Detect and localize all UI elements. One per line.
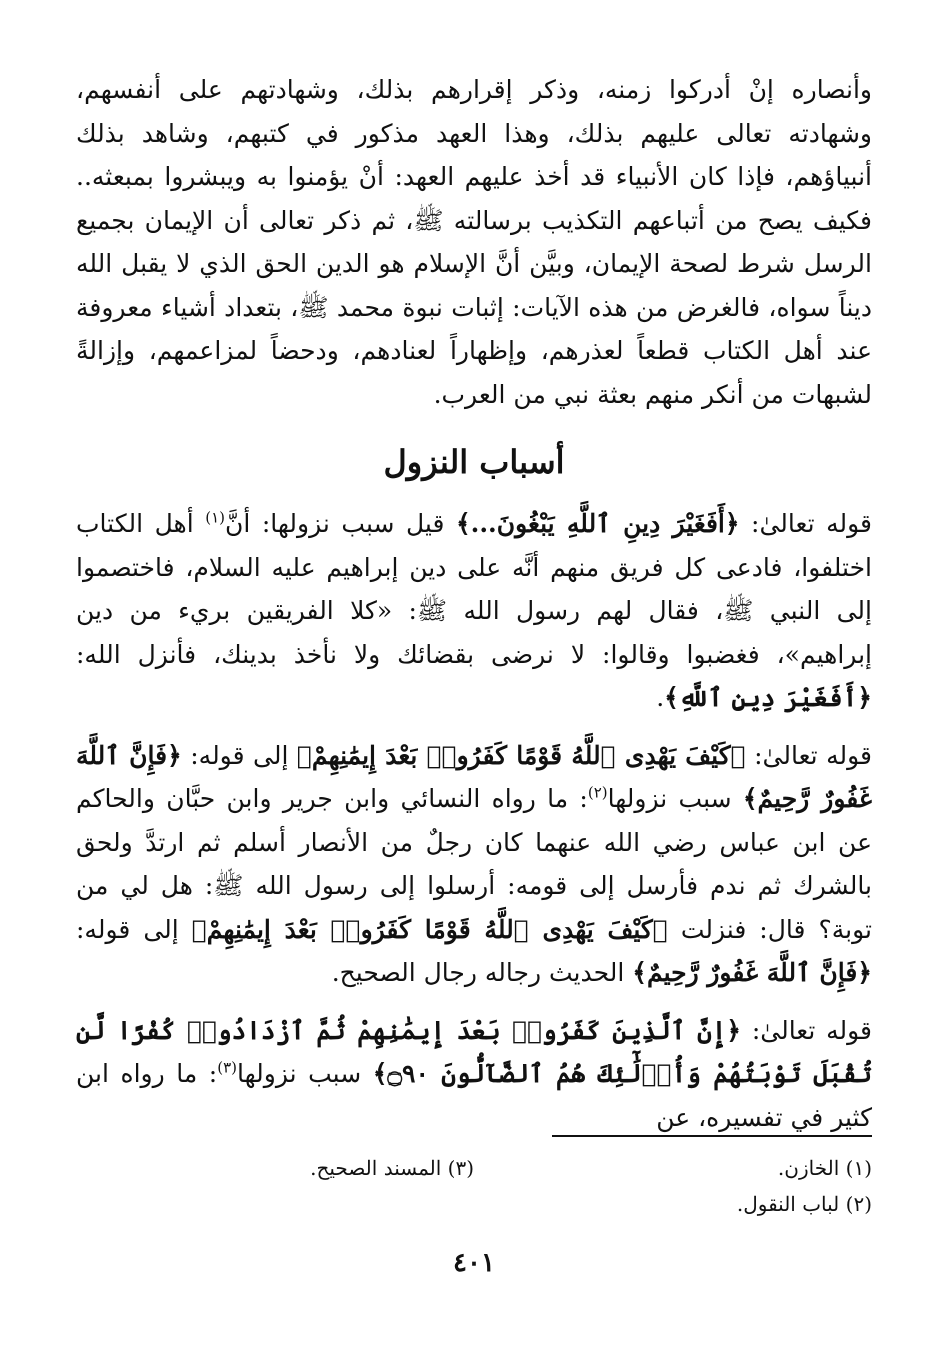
footnote-ref-1: (١) [205, 508, 226, 527]
p2-text-1: إلى قوله: [181, 740, 297, 770]
footnote-separator [552, 1135, 872, 1137]
p1-verse: ﴿أَفَغَيْرَ دِينِ ٱللَّهِ يَبْغُونَ...﴾ [455, 509, 740, 538]
p3-text-2: : ما رواه ابن كثير في تفسيره، عن [76, 1059, 872, 1132]
p2-text-4: إلى قوله: [76, 914, 192, 944]
p3-verse: ﴿إِنَّ ٱلَّذِينَ كَفَرُوا۟ بَعْدَ إِيمَٰنِهِمْ ثُمَّ ٱزْدَادُوا۟ كُفْرًا لَّن تُقْبَلَ تَوْبَتُهُمْ وَأُو۟لَٰٓئِكَ هُمُ ٱلضَّآلُّونَ ۝٩٠﴾ [76, 1015, 873, 1088]
page-number: ٤٠١ [453, 1248, 495, 1278]
intro-paragraph: وأنصاره إنْ أدركوا زمنه، وذكر إقرارهم بذلك، وشهادتهم على أنفسهم، وشهادته تعالى عليهم بذلك، وهذا العهد مذكور في كتبهم، وشاهد بذلك أنبياؤهم، فإذا كان الأنبياء قد أخذ عليهم العهد: أنْ يؤمنوا به ويبشروا بمبعثه.. فكيف يصح من أتباعهم التكذيب برسالته ﷺ، ثم ذكر تعالى أن الإيمان بجميع الرسل شرط لصحة الإيمان، وبيَّن أنَّ الإسلام هو الدين الحق الذي لا يقبل الله ديناً سواه، فالغرض من هذه الآيات: إثبات نبوة محمد ﷺ، بتعداد أشياء معروفة عند أهل الكتاب قطعاً لعذرهم، وإظهاراً لعنادهم، ودحضاً لمزاعمهم، وإزالةً لشبهات من أنكر منهم بعثة نبي من العرب. [76, 75, 872, 409]
footnote-2: (٢) لباب النقول. [736, 1192, 872, 1216]
footnote-ref-3: (٣) [217, 1058, 237, 1077]
p1-lead: قوله تعالىٰ: [739, 509, 872, 538]
p1-text-1: قيل سبب نزولها: أنَّ [225, 509, 456, 538]
footnote-row [76, 1150, 872, 1186]
paragraph-3 [76, 1009, 872, 1140]
p3-text-1: سبب نزولها [237, 1059, 373, 1088]
p2-lead: قوله تعالىٰ: [745, 740, 872, 770]
paragraph-2 [76, 734, 872, 995]
p2-text-5: الحديث رجاله رجال الصحيح. [331, 958, 633, 987]
p2-verse-4: ﴿فَإِنَّ ٱللَّهَ غَفُورٌ رَّحِيمٌ﴾ [632, 958, 872, 987]
p1-verse-2: ﴿أَفَغَيْرَ دِينِ ٱللَّهِ﴾ [664, 683, 872, 712]
p2-text-3: : ما رواه النسائي وابن جرير وابن حبَّان والحاكم عن ابن عباس رضي الله عنهما كان رجلٌ من الأنصار أسلم ثم ارتدَّ ولحق بالشرك ثم ندم فأرسل إلى قومه: أرسلوا إلى رسول الله ﷺ: هل لي من توبة؟ قال: فنزلت [76, 784, 872, 944]
p3-lead: قوله تعالىٰ: [741, 1015, 872, 1045]
p2-verse-3: ﴿كَيْفَ يَهْدِى ٱللَّهُ قَوْمًا كَفَرُوا۟ بَعْدَ إِيمَٰنِهِمْ﴾ [191, 914, 668, 944]
p2-verse: ﴿كَيْفَ يَهْدِى ٱللَّهُ قَوْمًا كَفَرُوا۟ بَعْدَ إِيمَٰنِهِمْ﴾ [296, 740, 746, 770]
footnote-3: (٣) المسند الصحيح. [310, 1156, 474, 1180]
p1-text-2: أهل الكتاب اختلفوا، فادعى كل فريق منهم أنَّه على دين إبراهيم عليه السلام، فاختصموا إلى النبي ﷺ، فقال لهم رسول الله ﷺ: «كلا الفريقين بريء من دين إبراهيم»، فغضبوا وقالوا: لا نرضى بقضائك ولا نأخذ بدينك، فأنزل الله: [76, 509, 872, 669]
footnote-ref-2: (٢) [587, 783, 608, 802]
footnotes [76, 1150, 872, 1222]
section-title: أسباب النزول [383, 443, 565, 481]
p2-text-2: سبب نزولها [607, 784, 743, 813]
paragraph-1 [76, 502, 872, 720]
footnote-1: (١) الخازن. [777, 1156, 872, 1180]
p1-end: . [656, 683, 665, 712]
p2-verse-2: ﴿فَإِنَّ ٱللَّهَ غَفُورٌ رَّحِيمٌ﴾ [76, 740, 873, 813]
footnote-row [76, 1186, 872, 1222]
